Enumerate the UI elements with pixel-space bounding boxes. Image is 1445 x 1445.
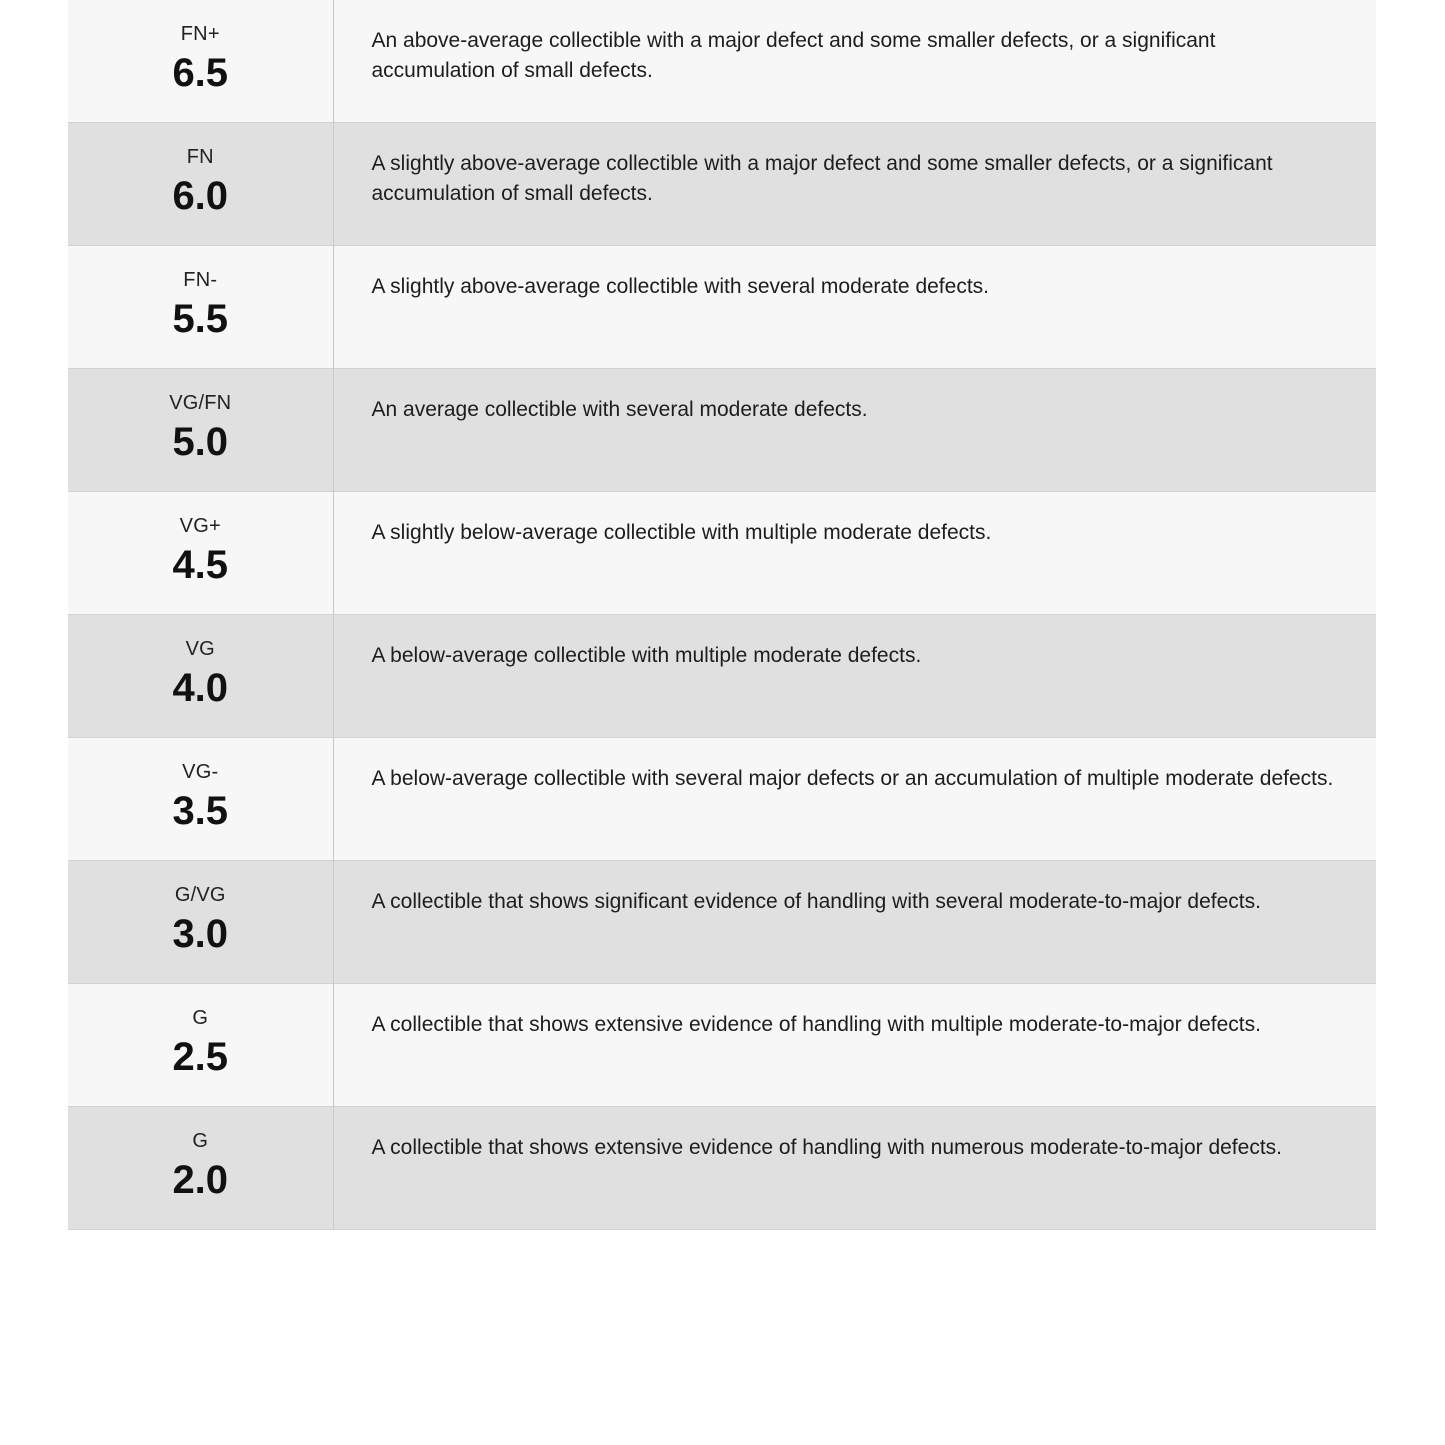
grade-abbreviation: G <box>192 1007 209 1029</box>
grade-cell <box>68 984 333 1107</box>
grade-abbreviation: G/VG <box>174 884 226 906</box>
grade-description: A slightly above-average collectible with a major defect and some smaller defects, or a significant accumulation of small defects. <box>371 152 1273 206</box>
grade-description: A collectible that shows extensive evidence of handling with numerous moderate-to-major defects. <box>371 1136 1282 1159</box>
grade-abbreviation: VG+ <box>179 515 221 537</box>
grade-abbreviation: VG <box>185 638 215 660</box>
grade-description: A collectible that shows extensive evidence of handling with multiple moderate-to-major defects. <box>371 1013 1261 1036</box>
description-cell <box>333 492 1376 615</box>
grade-cell <box>68 369 333 492</box>
grading-scale-table <box>68 0 1376 1230</box>
grade-score: 4.5 <box>172 543 229 587</box>
description-cell <box>333 0 1376 123</box>
table-row <box>68 738 1376 861</box>
grade-abbreviation: G <box>192 1130 209 1152</box>
description-cell <box>333 1107 1376 1230</box>
grade-description: A slightly below-average collectible with multiple moderate defects. <box>371 521 992 544</box>
description-cell <box>333 369 1376 492</box>
grade-score: 5.5 <box>172 297 229 341</box>
table-row <box>68 615 1376 738</box>
grade-score: 6.0 <box>172 174 229 218</box>
table-row <box>68 492 1376 615</box>
grade-cell <box>68 1107 333 1230</box>
grade-score: 3.0 <box>172 912 229 956</box>
table-row <box>68 861 1376 984</box>
grade-description: An above-average collectible with a major defect and some smaller defects, or a significant accumulation of small defects. <box>371 29 1216 83</box>
table-row <box>68 369 1376 492</box>
description-cell <box>333 861 1376 984</box>
description-cell <box>333 984 1376 1107</box>
grade-score: 3.5 <box>172 789 229 833</box>
grade-description: A below-average collectible with several major defects or an accumulation of multiple moderate defects. <box>371 767 1334 790</box>
description-cell <box>333 615 1376 738</box>
grade-abbreviation: FN- <box>183 269 218 291</box>
grade-cell <box>68 0 333 123</box>
grade-cell <box>68 246 333 369</box>
table-row <box>68 0 1376 123</box>
table-row <box>68 123 1376 246</box>
grade-abbreviation: FN <box>186 146 214 168</box>
grade-description: A collectible that shows significant evidence of handling with several moderate-to-major defects. <box>371 890 1261 913</box>
grade-score: 4.0 <box>172 666 229 710</box>
grade-description: A below-average collectible with multiple moderate defects. <box>371 644 922 667</box>
grade-score: 5.0 <box>172 420 229 464</box>
grade-cell <box>68 861 333 984</box>
description-cell <box>333 246 1376 369</box>
table-row <box>68 1107 1376 1230</box>
grade-cell <box>68 615 333 738</box>
description-cell <box>333 123 1376 246</box>
grade-abbreviation: VG/FN <box>169 392 232 414</box>
grade-cell <box>68 123 333 246</box>
grade-score: 2.0 <box>172 1158 229 1202</box>
grade-cell <box>68 738 333 861</box>
grade-description: A slightly above-average collectible with several moderate defects. <box>371 275 989 298</box>
grade-abbreviation: VG- <box>182 761 219 783</box>
grade-score: 6.5 <box>172 51 229 95</box>
grade-abbreviation: FN+ <box>180 23 220 45</box>
description-cell <box>333 738 1376 861</box>
table-row <box>68 246 1376 369</box>
grade-description: An average collectible with several moderate defects. <box>371 398 868 421</box>
table-row <box>68 984 1376 1107</box>
grade-cell <box>68 492 333 615</box>
grade-score: 2.5 <box>172 1035 229 1079</box>
grading-scale-body <box>68 0 1376 1230</box>
